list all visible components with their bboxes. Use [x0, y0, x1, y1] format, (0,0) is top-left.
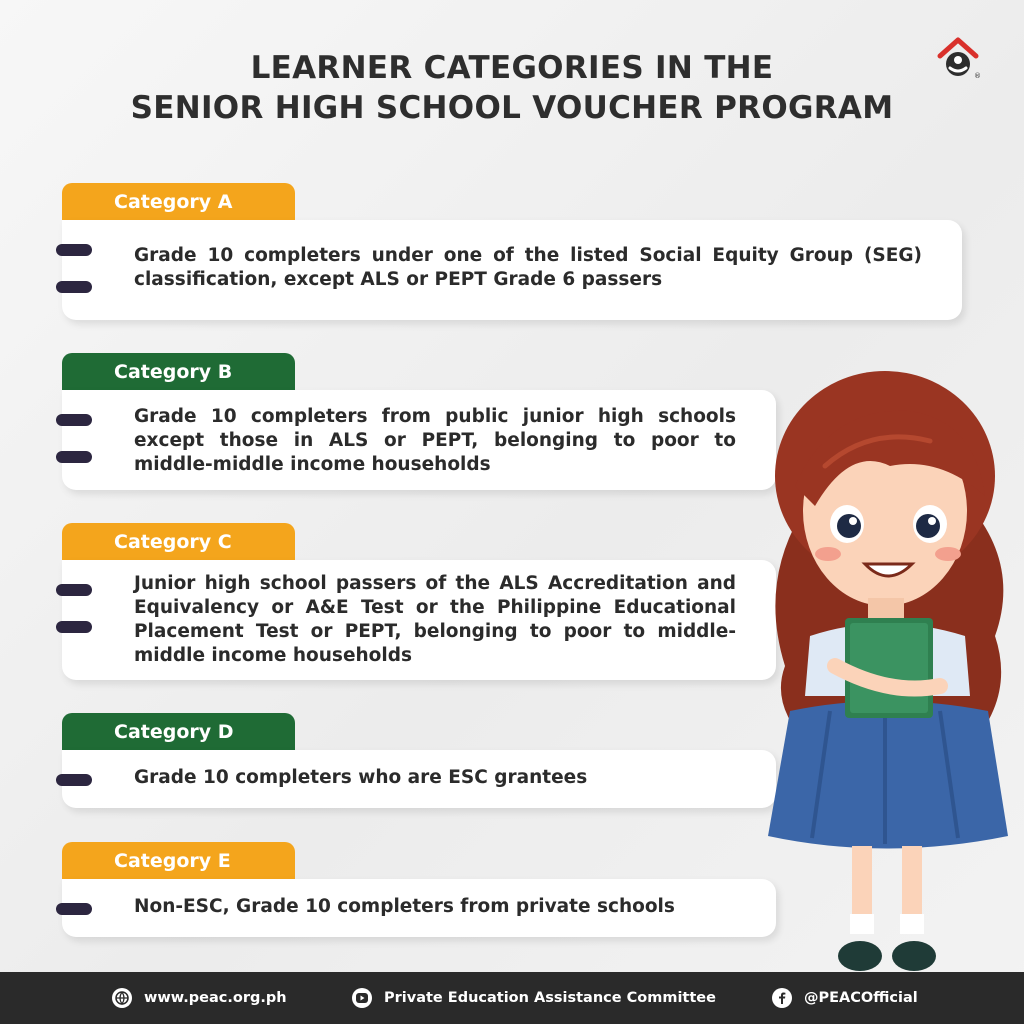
binder-ring-icon [56, 414, 92, 426]
binder-ring-icon [56, 281, 92, 293]
category-a-description: Grade 10 completers under one of the listed Social Equity Group (SEG) classification, except ALS or PEPT Grade 6 passers [134, 245, 922, 290]
registered-mark: ® [974, 72, 981, 80]
peac-logo-icon [934, 34, 982, 82]
binder-ring-icon [56, 244, 92, 256]
binder-ring-icon [56, 584, 92, 596]
category-d-card [62, 750, 776, 808]
category-b-description: Grade 10 completers from public junior high schools except those in ALS or PEPT, belonging to poor to middle-middle income households [134, 406, 736, 475]
category-b-tab: Category B [62, 353, 295, 391]
title-line-1: LEARNER CATEGORIES IN THE [250, 50, 774, 86]
category-e-tab: Category E [62, 842, 295, 880]
category-a-tab: Category A [62, 183, 295, 221]
play-icon [352, 988, 372, 1008]
footer-social-link[interactable] [772, 988, 918, 1008]
category-c-card [62, 560, 776, 680]
student-girl-illustration [740, 366, 1024, 978]
category-c-tab: Category C [62, 523, 295, 561]
binder-ring-icon [56, 774, 92, 786]
binder-ring-icon [56, 451, 92, 463]
footer-website-link[interactable] [112, 988, 287, 1008]
footer-social-text: @PEACOfficial [804, 990, 918, 1006]
category-a-card [62, 220, 962, 320]
footer-channel-link[interactable] [352, 988, 716, 1008]
page-title [0, 48, 1024, 128]
binder-ring-icon [56, 621, 92, 633]
footer-website-text: www.peac.org.ph [144, 990, 287, 1006]
category-e-description: Non-ESC, Grade 10 completers from private schools [134, 896, 675, 917]
binder-ring-icon [56, 903, 92, 915]
facebook-icon [772, 988, 792, 1008]
globe-icon [112, 988, 132, 1008]
footer-bar [0, 972, 1024, 1024]
title-line-2: SENIOR HIGH SCHOOL VOUCHER PROGRAM [130, 90, 894, 126]
category-d-tab: Category D [62, 713, 295, 751]
category-e-card [62, 879, 776, 937]
category-d-description: Grade 10 completers who are ESC grantees [134, 767, 588, 788]
category-b-card [62, 390, 776, 490]
category-c-description: Junior high school passers of the ALS Accreditation and Equivalency or A&E Test or the Philippine Educational Placement Test or PEPT, belonging to poor to middle-middle income households [134, 573, 736, 666]
footer-channel-text: Private Education Assistance Committee [384, 990, 716, 1006]
